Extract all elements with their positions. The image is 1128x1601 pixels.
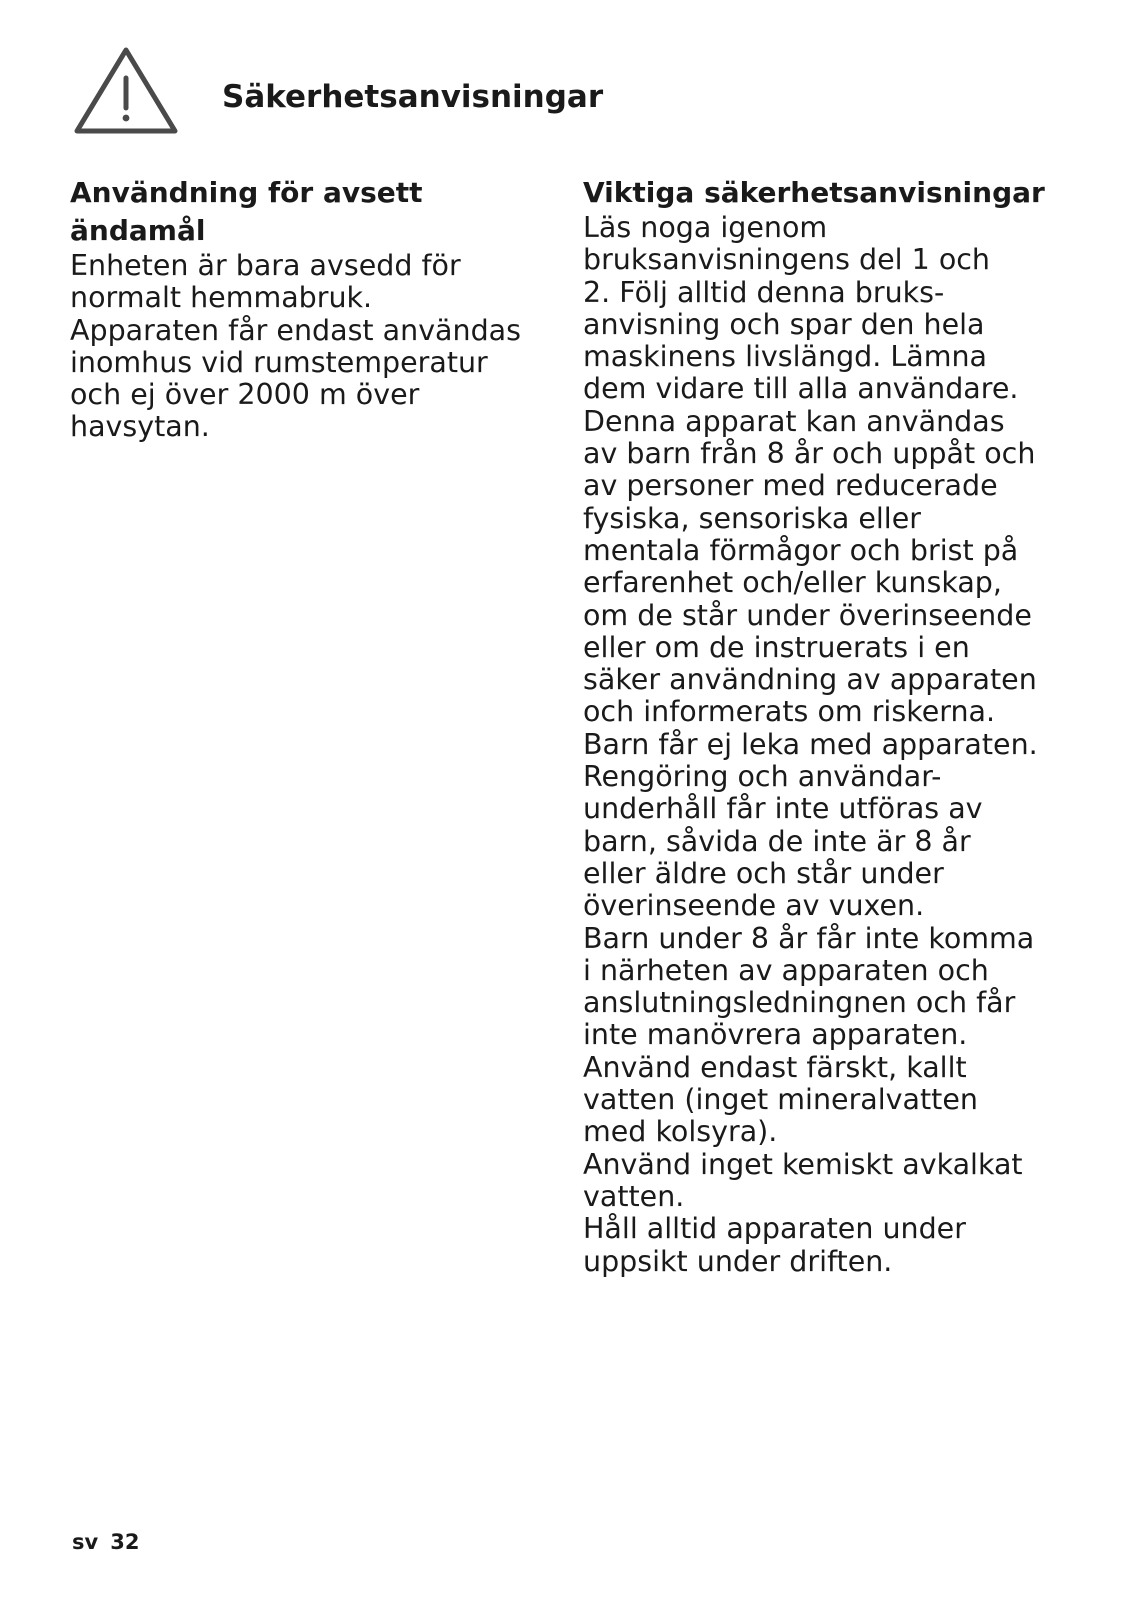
safety-instructions-text: Läs noga igenom bruksanvisningens del 1 och 2. Följ alltid denna bruks- anvisning och spar den hela maskinens livslängd. Lämna dem vidare till alla användare. Denna apparat kan användas av barn från 8 år och uppåt och av personer med reducerade fysiska, sensoriska eller mentala förmågor och brist på erfarenhet och/eller kunskap, om de står under överinseende eller om de instruerats i en säker användning av apparaten och informerats om riskerna. Barn får ej leka med apparaten. Rengöring och användar- underhåll får inte utföras av barn, såvida de inte är 8 år eller äldre och står under överinseende av vuxen. Barn under 8 år får inte komma i närheten av apparaten och anslutningsledningnen och får inte manövrera apparaten. Använd endast färskt, kallt vatten (inget mineralvatten med kolsyra). Använd inget kemiskt avkalkat vatten. Håll alltid apparaten under uppsikt under driften.: [583, 211, 1038, 1278]
intended-use-heading: Användning för avsett ändamål: [70, 176, 423, 247]
page-title: Säkerhetsanvisningar: [222, 79, 604, 115]
safety-instructions-heading: Viktiga säkerhetsanvisningar: [583, 176, 1045, 209]
language-code: sv: [72, 1530, 99, 1554]
intended-use-text: Enheten är bara avsedd för normalt hemmabruk. Apparaten får endast användas inomhus vid rumstemperatur och ej över 2000 m över havsytan.: [70, 249, 521, 444]
page-footer: [72, 1530, 139, 1554]
page-number: 32: [110, 1530, 140, 1554]
right-column: [583, 174, 1083, 1278]
left-column: [70, 174, 550, 444]
warning-triangle-icon: [72, 44, 180, 138]
